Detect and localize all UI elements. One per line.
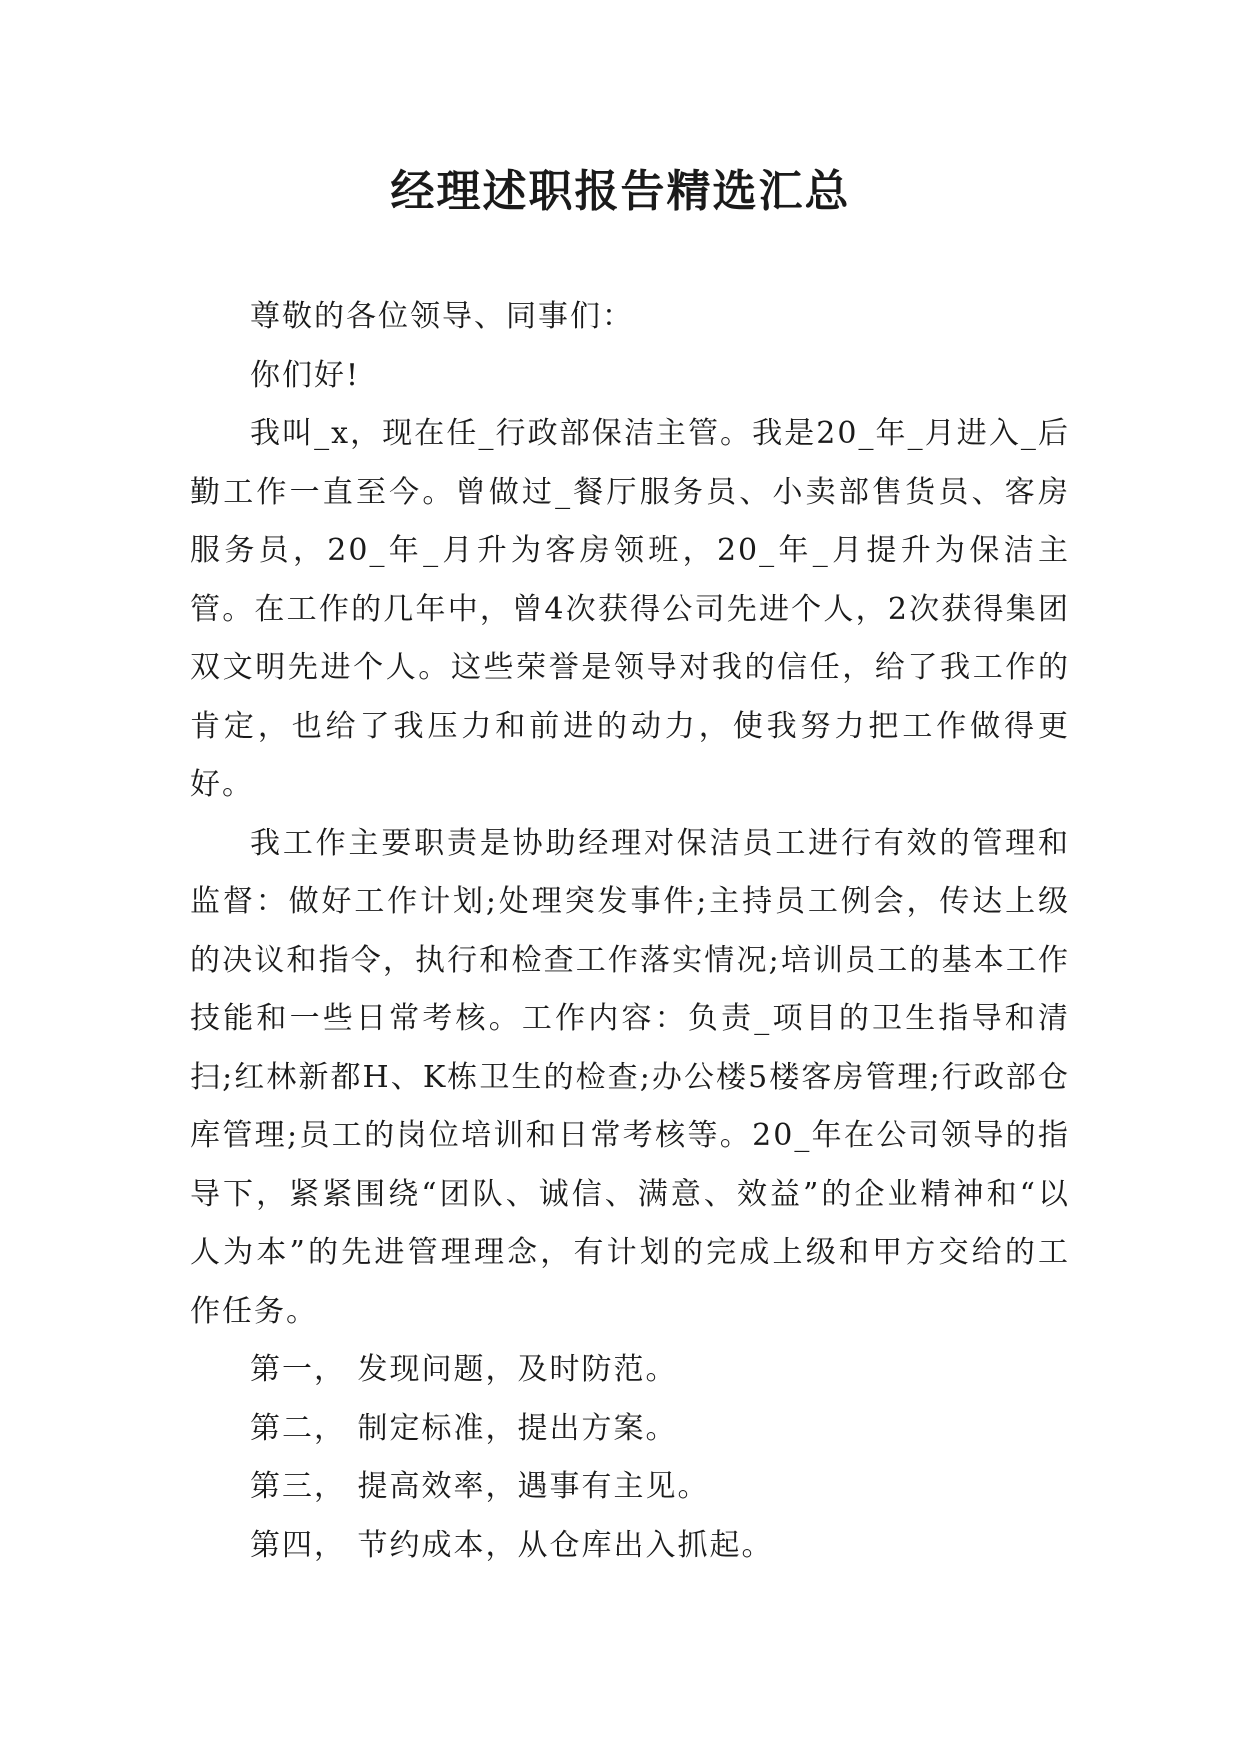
greeting: 你们好! (250, 357, 361, 393)
list-item-fourth: 第四， 节约成本，从仓库出入抓起。 (250, 1527, 774, 1563)
paragraph-responsibilities: 我工作主要职责是协助经理对保洁员工进行有效的管理和监督：做好工作计划;处理突发事件;主持员工例会，传达上级的决议和指令，执行和检查工作落实情况;培训员工的基本工作技能和一些日常考核。工作内容：负责_项目的卫生指导和清扫;红林新都H、K栋卫生的检查;办公楼5楼客房管理;行政部仓库管理;员工的岗位培训和日常考核等。20_年在公司领导的指导下，紧紧围绕“团队、诚信、满意、效益”的企业精神和“以人为本”的先进管理理念，有计划的完成上级和甲方交给的工作任务。 (190, 825, 1070, 1329)
list-item-second: 第二， 制定标准，提出方案。 (250, 1410, 678, 1446)
document-body (190, 288, 1070, 1575)
paragraph-introduction: 我叫_x，现在任_行政部保洁主管。我是20_年_月进入_后勤工作一直至今。曾做过_餐厅服务员、小卖部售货员、客房服务员，20_年_月升为客房领班，20_年_月提升为保洁主管。在工作的几年中，曾4次获得公司先进个人，2次获得集团双文明先进个人。这些荣誉是领导对我的信任，给了我工作的肯定，也给了我压力和前进的动力，使我努力把工作做得更好。 (190, 416, 1070, 802)
document-title: 经理述职报告精选汇总 (390, 166, 851, 217)
list-item-third: 第三， 提高效率，遇事有主见。 (250, 1469, 710, 1504)
salutation: 尊敬的各位领导、同事们： (250, 299, 634, 334)
list-item-first: 第一， 发现问题，及时防范。 (250, 1352, 678, 1387)
